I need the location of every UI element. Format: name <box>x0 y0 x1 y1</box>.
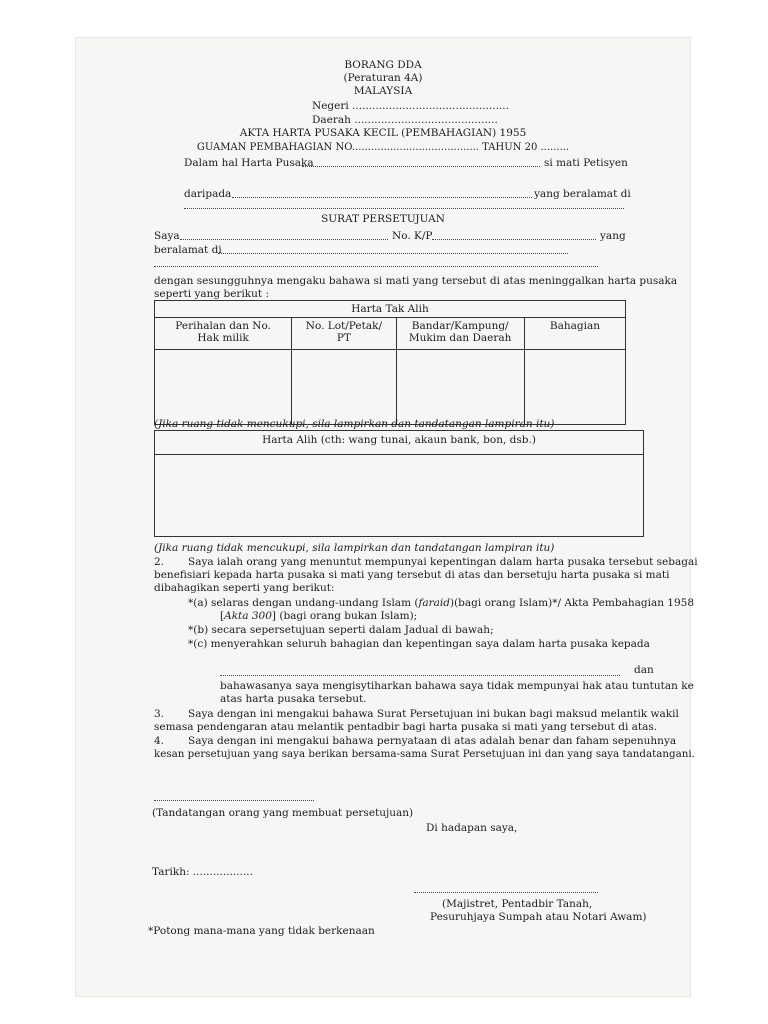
divider <box>155 454 643 455</box>
column-header-title: Perihalan dan No. Hak milik <box>155 318 292 350</box>
option-c-dan: dan <box>634 664 654 676</box>
ic-number-field[interactable] <box>432 239 596 240</box>
case-number-line[interactable]: GUAMAN PEMBAHAGIAN NO........................................ TAHUN 20 ......... <box>196 142 570 153</box>
regulation-label: (Peraturan 4A) <box>343 72 423 84</box>
estate-label: Dalam hal Harta Pusaka <box>184 157 314 169</box>
district-field[interactable]: Daerah ........................................... <box>312 114 498 126</box>
address-field-1[interactable] <box>218 253 568 254</box>
column-header-lot: No. Lot/Petak/ PT <box>292 318 396 350</box>
from-label: daripada <box>184 188 232 200</box>
address-label: beralamat di <box>154 244 222 256</box>
para2-line-1: Saya ialah orang yang menuntut mempunyai kepentingan dalam harta pusaka tersebut sebagai <box>188 556 698 568</box>
officer-line-2: Pesuruhjaya Sumpah atau Notari Awam) <box>430 911 647 923</box>
para4-line-2: kesan persetujuan yang saya berikan bersama-sama Surat Persetujuan ini dan yang saya tandatangani. <box>154 748 695 760</box>
immovable-property-table <box>154 300 626 425</box>
para2-line-2: benefisiari kepada harta pusaka si mati yang tersebut di atas dan bersetuju harta pusaka si mati <box>154 569 670 581</box>
option-c: *(c) menyerahkan seluruh bahagian dan kepentingan saya dalam harta pusaka kepada <box>188 638 650 650</box>
option-c-line-2: bahawasanya saya mengisytiharkan bahawa saya tidak mempunyai hak atau tuntutan ke <box>220 680 694 692</box>
para3-number: 3. <box>154 708 165 720</box>
immovable-table-title: Harta Tak Alih <box>155 301 626 318</box>
before-me-label: Di hadapan saya, <box>426 822 518 834</box>
option-c-line-3: atas harta pusaka tersebut. <box>220 693 367 705</box>
table-cell[interactable] <box>292 350 396 425</box>
name-field[interactable] <box>180 239 388 240</box>
estate-suffix: si mati Petisyen <box>544 157 628 169</box>
form-paper <box>76 38 698 996</box>
footnote: *Potong mana-mana yang tidak berkenaan <box>148 925 375 937</box>
para4-line-1: Saya dengan ini mengakui bahawa pernyataan di atas adalah benar dan faham sepenuhnya <box>188 735 677 747</box>
form-title: BORANG DDA <box>344 59 422 71</box>
movable-property-box[interactable] <box>154 430 644 537</box>
nokp-label: No. K/P <box>392 230 433 242</box>
consent-title: SURAT PERSETUJUAN <box>321 213 445 225</box>
act-title: AKTA HARTA PUSAKA KECIL (PEMBAHAGIAN) 1955 <box>239 127 527 139</box>
column-header-location: Bandar/Kampung/ Mukim dan Daerah <box>396 318 524 350</box>
para4-number: 4. <box>154 735 165 747</box>
date-field[interactable]: Tarikh: .................. <box>152 866 253 878</box>
yang-label: yang <box>600 230 626 242</box>
option-a-continued: [Akta 300] (bagi orang bukan Islam); <box>220 610 418 622</box>
signer-signature-line[interactable] <box>154 800 314 801</box>
address-suffix: yang beralamat di <box>534 188 631 200</box>
declaration-line-2: seperti yang berikut : <box>154 288 270 300</box>
country-label: MALAYSIA <box>353 85 413 97</box>
table-cell[interactable] <box>524 350 625 425</box>
movable-title: Harta Alih (cth: wang tunai, akaun bank, bon, dsb.) <box>262 434 536 446</box>
column-header-share: Bahagian <box>524 318 625 350</box>
immovable-note: (Jika ruang tidak mencukupi, sila lampirkan dan tandatangan lampiran itu) <box>154 418 555 430</box>
para2-line-3: dibahagikan seperti yang berikut: <box>154 582 335 594</box>
petitioner-name-field[interactable] <box>232 197 532 198</box>
beneficiary-field[interactable] <box>220 675 620 676</box>
table-cell[interactable] <box>155 350 292 425</box>
address-field-2[interactable] <box>154 266 598 267</box>
state-field[interactable]: Negeri ............................................... <box>312 100 509 112</box>
signer-label: (Tandatangan orang yang membuat persetujuan) <box>152 807 414 819</box>
option-b: *(b) secara sepersetujuan seperti dalam Jadual di bawah; <box>188 624 494 636</box>
petitioner-address-field[interactable] <box>184 208 624 209</box>
option-a: *(a) selaras dengan undang-undang Islam (faraid)(bagi orang Islam)*/ Akta Pembahagian 1958 <box>188 597 695 609</box>
para2-number: 2. <box>154 556 165 568</box>
movable-note: (Jika ruang tidak mencukupi, sila lampirkan dan tandatangan lampiran itu) <box>154 542 555 554</box>
para3-line-1: Saya dengan ini mengakui bahawa Surat Persetujuan ini bukan bagi maksud melantik wakil <box>188 708 679 720</box>
table-cell[interactable] <box>396 350 524 425</box>
officer-signature-line[interactable] <box>414 892 598 893</box>
officer-line-1: (Majistret, Pentadbir Tanah, <box>442 898 593 910</box>
declaration-line-1: dengan sesungguhnya mengaku bahawa si mati yang tersebut di atas meninggalkan harta pusaka <box>154 275 678 287</box>
para3-line-2: semasa pendengaran atau melantik pentadbir bagi harta pusaka si mati yang tersebut di atas. <box>154 721 658 733</box>
saya-label: Saya <box>154 230 180 242</box>
estate-name-field[interactable] <box>302 166 540 167</box>
